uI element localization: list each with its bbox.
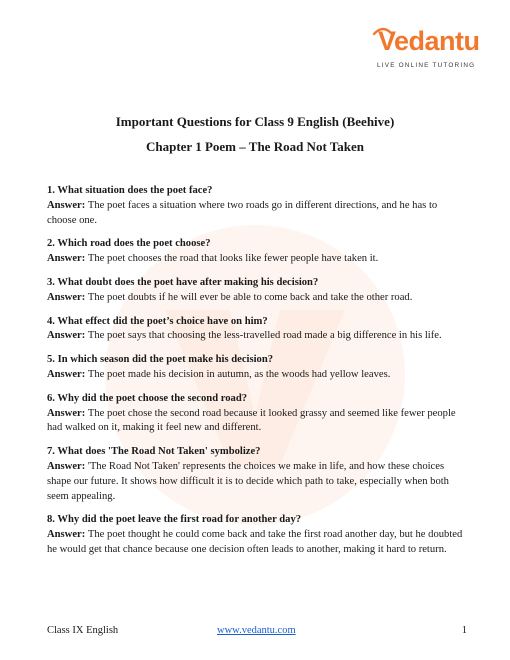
chapter-title: Chapter 1 Poem – The Road Not Taken [145,139,365,154]
question-text: 4. What effect did the poet’s choice have on him? [47,315,268,327]
answer-text: The poet says that choosing the less-travelled road made a big difference in his life. [87,330,442,342]
answer-label: Answer: [47,253,88,265]
question-text: 8. Why did the poet leave the first road for another day? [47,514,302,526]
question-text: 3. What doubt does the poet have after making his decision? [47,276,319,288]
page-footer [47,625,467,641]
answer-text: The poet made his decision in autumn, as the woods had yellow leaves. [87,368,391,380]
question-item [47,513,467,557]
answer-label: Answer: [47,529,88,541]
question-text: 7. What does 'The Road Not Taken' symbolize? [47,446,261,458]
answer-text: The poet thought he could come back and take the first road another day, but he doubted he would get that chance because one decision often leads to another, making it hard to return. [47,529,463,555]
questions-list [47,184,467,567]
question-text: 5. In which season did the poet make his decision? [47,354,274,366]
answer-label: Answer: [47,330,88,342]
question-text: 2. Which road does the poet choose? [47,238,211,250]
logo-wordmark: Vedantu [378,26,480,56]
answer-label: Answer: [47,199,88,211]
vedantu-logo [368,24,498,74]
question-item [47,315,467,345]
logo-tagline: LIVE ONLINE TUTORING [377,62,476,69]
answer-label: Answer: [47,291,88,303]
footer-website-link[interactable]: www.vedantu.com [217,625,296,636]
question-item [47,184,467,228]
question-item [47,276,467,306]
answer-label: Answer: [47,460,88,472]
question-text: 6. Why did the poet choose the second road? [47,392,248,404]
answer-text: 'The Road Not Taken' represents the choices we make in life, and how these choices shape our future. It shows how difficult it is to decide which path to take, especially when both seem appealing. [47,460,449,502]
answer-text: The poet doubts if he will ever be able to come back and take the other road. [87,291,413,303]
question-item [47,353,467,383]
answer-label: Answer: [47,368,88,380]
answer-text: The poet faces a situation where two roads go in different directions, and he has to choose one. [47,199,438,226]
footer-class-label: Class IX English [47,625,119,636]
question-text: 1. What situation does the poet face? [47,185,213,196]
question-item [47,392,467,436]
answer-label: Answer: [47,407,88,419]
question-item [47,237,467,267]
page-title: Important Questions for Class 9 English (Beehive) [115,114,395,129]
page-number: 1 [461,625,467,636]
question-item [47,445,467,504]
answer-text: The poet chooses the road that looks like fewer people have taken it. [87,253,379,265]
answer-text: The poet chose the second road because it looked grassy and seemed like fewer people had walked on it, making it feel new and different. [47,407,456,434]
